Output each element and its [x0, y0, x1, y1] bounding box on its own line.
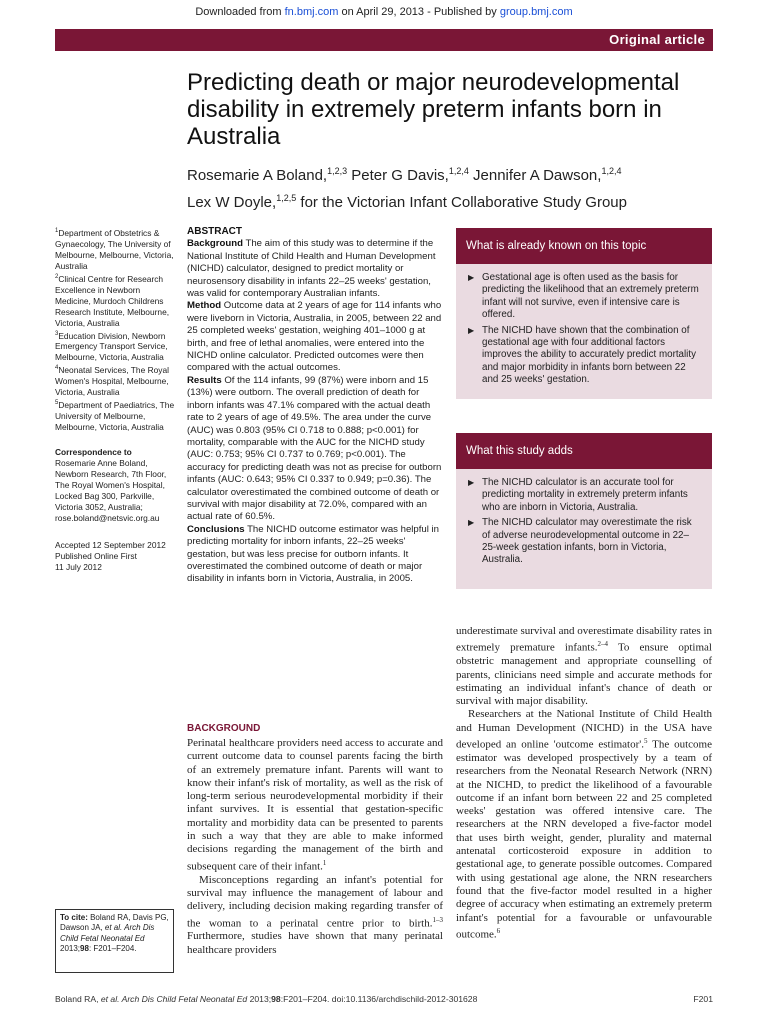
- download-middle: on April 29, 2013 - Published by: [338, 6, 500, 18]
- correspondence-heading: Correspondence to: [55, 447, 132, 457]
- study-group: for the Victorian Infant Collaborative Study Group: [296, 194, 627, 211]
- abstract: [187, 226, 442, 586]
- list-item: ▶ Gestational age is often used as the basis for predicting the likelihood that an extremely preterm infant will not survive, even if intensive care is offered.: [468, 272, 699, 321]
- list-item: ▶ The NICHD have shown that the combination of gestational age with four additional factors improves the ability to accurately predict mortality and major morbidity in infants born between 22 and 25 weeks' gestation.: [468, 324, 696, 386]
- paragraph: Misconceptions regarding an infant's potential for survival may influence the management of labour and delivery, including decision making regarding transfer of the woman to a perinatal centre prior to birth.$^{1-3}$ Furthermore, studies have shown that many perinatal healthcare providers: [187, 873, 443, 956]
- abstract-method: Method Outcome data at 2 years of age for 114 infants who were liveborn in Victoria, Australia, in 2005, between 22 and 25 completed weeks' gestation, weighing 401–1000 g at birth, and free of lethal anomalies, were entered into the NICHD online calculator. Predicted outcomes were then compared with the actual outcomes.: [187, 300, 442, 374]
- bullet-triangle-icon: ▶: [468, 478, 475, 487]
- correspondence-line: Locked Bag 300, Parkville,: [55, 491, 155, 501]
- known-box-body: [456, 264, 712, 399]
- correspondence-email: rose.boland@netsvic.org.au: [55, 513, 160, 523]
- list-item: ▶ The NICHD calculator is an accurate tool for predicting mortality in extremely preterm infants who are inborn in Victoria, Australia.: [468, 477, 688, 513]
- abstract-background: Background The aim of this study was to determine if the National Institute of Child Health and Human Development (NICHD) calculator, designed to predict mortality or neurosensory disability in infants 22–25 weeks' gestation, was valid for contemporary Australian infants.: [187, 238, 436, 300]
- known-box-heading: What is already known on this topic: [456, 228, 712, 264]
- download-prefix: Downloaded from: [195, 6, 285, 18]
- bullet-triangle-icon: ▶: [468, 325, 475, 335]
- article-type-label: Original article: [609, 32, 705, 47]
- abstract-results: Results Of the 114 infants, 99 (87%) were inborn and 15 (13%) were outborn. The overall prediction of death for inborn infants was 47.1% compared with the actual death rate to 2 years of age of 49.5%. The area under the curve (AUC) was 0.803 (95% CI 0.718 to 0.888; p<0.001) for mortality, comparable with the AUC for the NICHD study (AUC: 0.753; 95% CI 0.737 to 0.769; p<0.001). The accuracy for predicting death was not as precise for outborn infants (AUC: 0.643; 95% CI 0.337 to 0.949; p=0.36). The calculator overestimated the combined outcome of death or survival with major disability at 72.0%, compared with an actual rate of 60.5%.: [187, 374, 442, 523]
- bullet-triangle-icon: ▶: [468, 518, 475, 528]
- affiliation: $^5$Department of Paediatrics, The University of Melbourne, Melbourne, Victoria, Australia: [55, 399, 175, 432]
- group-link[interactable]: group.bmj.com: [499, 6, 573, 18]
- body-text-left: [187, 737, 443, 957]
- published-online-label: Published Online First: [55, 551, 137, 561]
- correspondence: [55, 447, 177, 524]
- correspondence-line: Newborn Research, 7th Floor,: [55, 469, 167, 479]
- affiliation: $^4$Neonatal Services, The Royal Women's Hospital, Melbourne, Victoria, Australia: [55, 365, 169, 398]
- background-heading: BACKGROUND: [187, 723, 261, 734]
- author-2-sup: 1,2,4: [448, 166, 469, 176]
- article-type-band: [55, 29, 713, 51]
- author-1: Rosemarie A Boland,: [187, 167, 328, 184]
- study-adds-box: [456, 433, 712, 589]
- article-title: Predicting death or major neurodevelopmental disability in extremely preterm infants born in Australia: [187, 69, 680, 150]
- cite-label: To cite:: [60, 913, 88, 922]
- abstract-heading: ABSTRACT: [187, 226, 242, 237]
- citation-box: To cite: Boland RA, Davis PG, Dawson JA, et al. Arch Dis Child Fetal Neonatal Ed 2013;98: F201–F204.: [55, 909, 174, 973]
- study-adds-heading: What this study adds: [456, 433, 712, 469]
- author-1-sup: 1,2,3: [327, 166, 348, 176]
- abstract-conclusions: Conclusions The NICHD outcome estimator was helpful in predicting mortality for inborn infants, 22–25 weeks' gestation, but was less precise for outborn infants. It overestimated the combined outcome of death or major disability in infants born in Victoria, Australia, in 2005.: [187, 523, 440, 585]
- bullet-triangle-icon: ▶: [468, 273, 475, 282]
- list-item: ▶ The NICHD calculator may overestimate the risk of adverse neurodevelopmental outcome in 22–25-week gestation infants, born in Victoria, Australia.: [468, 517, 692, 566]
- affiliations: [55, 226, 177, 433]
- author-4-sup: 1,2,5: [276, 193, 297, 203]
- paragraph: Researchers at the National Institute of Child Health and Human Development (NICHD) in the USA have developed an online 'outcome estimator'.$^5$ The outcome estimator was developed prospectively by a team of researchers from the Neonatal Research Network (NRN) at the NICHD, to predict the likelihood of a favourable outcome if an infant born between 22 and 25 completed weeks' gestation was offered intensive care. The researchers at the NRN developed a five-factor model that uses birth weight, gender, plurality and maternal antenatal corticosteroid exposure in addition to gestational age, to generate possible outcomes. Compared with using gestational age alone, the NRN researchers found that the five-factor model resulted in a higher degree of accuracy when estimating an extremely preterm infant's potential for a favourable or unfavourable outcome.$^6$: [456, 708, 712, 941]
- journal-link[interactable]: fn.bmj.com: [284, 6, 339, 18]
- accepted-date: Accepted 12 September 2012: [55, 540, 166, 550]
- published-online-date: 11 July 2012: [55, 562, 102, 572]
- affiliation: $^3$Education Division, Newborn Emergency Transport Service, Melbourne, Victoria, Australia: [55, 330, 168, 363]
- paragraph: underestimate survival and overestimate disability rates in extremely premature infants.$^{2-4}$ To ensure optimal obstetric management and appropriate counselling of parents, clinicians need simple and accurate methods for estimating an individual infant's chance of death or survival with major disability.: [456, 625, 712, 708]
- correspondence-line: The Royal Women's Hospital,: [55, 480, 165, 490]
- publication-dates: [55, 540, 177, 573]
- download-notice: [0, 6, 768, 18]
- author-3: Jennifer A Dawson,: [468, 167, 602, 184]
- correspondence-line: Rosemarie Anne Boland,: [55, 458, 148, 468]
- author-list: [187, 160, 707, 214]
- body-text-right: [456, 625, 712, 942]
- known-box: [456, 228, 712, 399]
- correspondence-line: Victoria 3052, Australia;: [55, 502, 143, 512]
- footer-citation: Boland RA, et al. Arch Dis Child Fetal Neonatal Ed 2013;98:F201–F204. doi:10.1136/archdischild-2012-301628: [55, 994, 478, 1004]
- affiliation: $^2$Clinical Centre for Research Excellence in Newborn Medicine, Murdoch Childrens Research Institute, Melbourne, Victoria, Australia: [55, 273, 170, 328]
- paragraph: Perinatal healthcare providers need access to accurate and current outcome data to counsel parents facing the birth of an extremely premature infant. Parents will want to know their infant's risk of mortality, as well as the risk of long-term serious neurodevelopmental morbidity if their infant survives. It is essential that gestation-specific mortality and morbidity data can be presented to parents in such a way that they are able to make informed decisions regarding the management of the birth and subsequent care of their infant.$^1$: [187, 737, 443, 873]
- author-3-sup: 1,2,4: [601, 166, 622, 176]
- affiliation: $^1$Department of Obstetrics & Gynaecology, The University of Melbourne, Melbourne, Victoria, Australia: [55, 227, 174, 271]
- author-4: Lex W Doyle,: [187, 194, 277, 211]
- study-adds-body: [456, 469, 712, 589]
- author-2: Peter G Davis,: [347, 167, 449, 184]
- page-number: F201: [693, 994, 713, 1004]
